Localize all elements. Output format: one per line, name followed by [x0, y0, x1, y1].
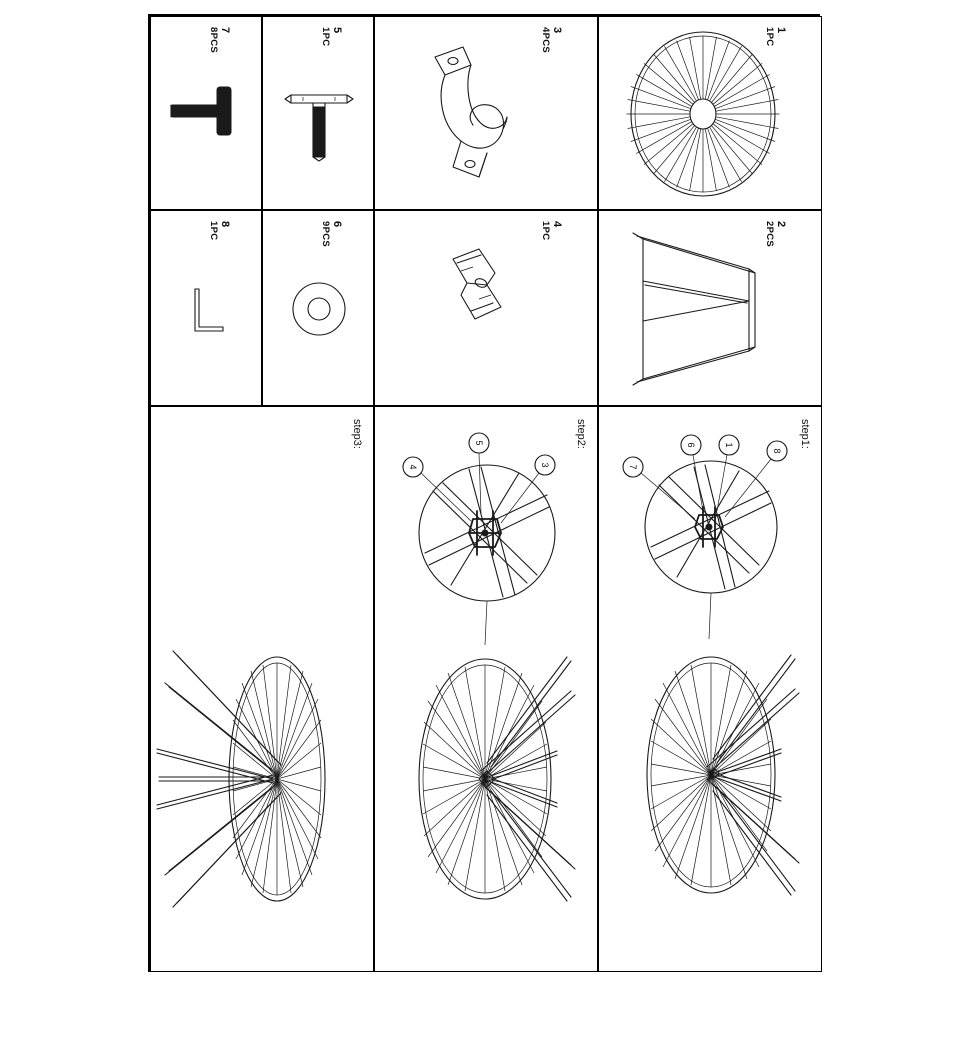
step-label-2: step2: — [575, 419, 587, 449]
part-id-4: 4 — [551, 221, 563, 228]
part-drawing-flat-bracket — [375, 211, 598, 406]
callout-3: 3 — [540, 462, 550, 468]
step-panel-3 — [150, 406, 374, 972]
part-id-3: 3 — [551, 27, 563, 34]
part-id-7: 7 — [219, 27, 231, 34]
step2-drawing — [375, 407, 598, 972]
step1-drawing — [599, 407, 822, 972]
part-label-1 — [763, 27, 787, 46]
step-label-1: step1: — [799, 419, 811, 449]
part-cell-7 — [150, 16, 262, 210]
part-qty-3: 4PCS — [540, 27, 551, 54]
step-panel-1 — [598, 406, 822, 972]
part-id-8: 8 — [219, 221, 231, 228]
part-label-6 — [319, 221, 343, 247]
part-label-5 — [319, 27, 343, 46]
callout-4: 4 — [408, 464, 418, 470]
part-label-4 — [539, 221, 563, 240]
callout-7: 7 — [628, 464, 638, 470]
callout-5: 5 — [474, 440, 484, 446]
part-cell-5 — [262, 16, 374, 210]
part-drawing-round-table-top — [599, 17, 822, 210]
assembly-sheet — [148, 14, 820, 972]
part-label-2 — [763, 221, 787, 247]
part-drawing-curved-bracket — [375, 17, 598, 210]
part-cell-6 — [262, 210, 374, 406]
step3-drawing — [151, 407, 374, 972]
part-cell-4 — [374, 210, 598, 406]
part-drawing-u-leg-frame — [599, 211, 822, 406]
part-id-6: 6 — [331, 221, 343, 228]
callout-6: 6 — [686, 442, 696, 448]
step-panel-2 — [374, 406, 598, 972]
callout-8: 8 — [772, 448, 782, 454]
step-label-3: step3: — [351, 419, 363, 449]
part-cell-1 — [598, 16, 822, 210]
callout-1: 1 — [724, 442, 734, 448]
part-cell-2 — [598, 210, 822, 406]
part-label-3 — [539, 27, 563, 53]
part-qty-2: 2PCS — [764, 221, 775, 248]
part-qty-1: 1PC — [764, 27, 775, 47]
part-id-1: 1 — [775, 27, 787, 34]
part-qty-8: 1PC — [208, 221, 219, 241]
part-qty-7: 8PCS — [208, 27, 219, 54]
part-id-5: 5 — [331, 27, 343, 34]
part-qty-6: 9PCS — [320, 221, 331, 248]
part-cell-3 — [374, 16, 598, 210]
part-label-7 — [207, 27, 231, 53]
part-id-2: 2 — [775, 221, 787, 228]
part-cell-8 — [150, 210, 262, 406]
part-qty-4: 1PC — [540, 221, 551, 241]
part-qty-5: 1PC — [320, 27, 331, 47]
part-label-8 — [207, 221, 231, 240]
